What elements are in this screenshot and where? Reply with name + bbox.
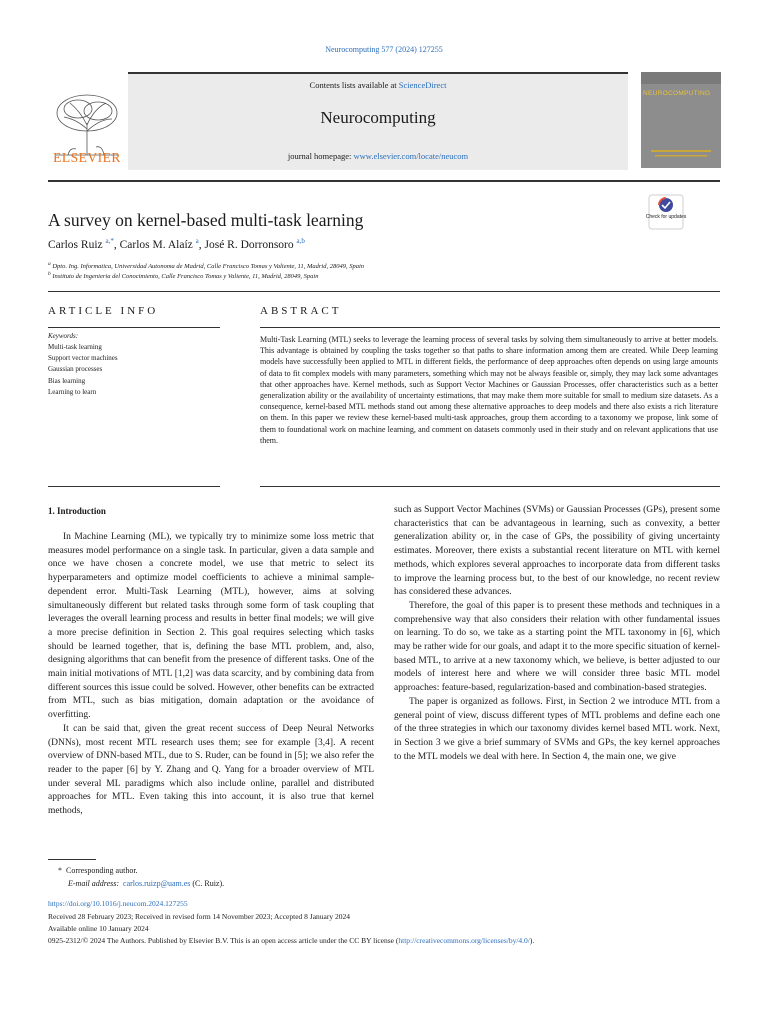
- author-name[interactable]: Carlos Ruiz: [48, 238, 103, 251]
- body-paragraph: such as Support Vector Machines (SVMs) or Gaussian Processes (GPs), present some characteristics that can be advantageous in learning, such as convexity, a better generalization ability or, in the case of GPs, the possibility of giving uncertainty estimates. Moreover, there exists a substantial recent literature on MTL with kernel methods, which explores several approaches to incorporate data from different tasks to improve the learning process but, to the best of our knowledge, no recent review has considered these advances.: [394, 505, 720, 598]
- license-suffix: ).: [529, 936, 535, 945]
- available-online-date: Available online 10 January 2024: [48, 924, 149, 933]
- body-column-right: [394, 504, 720, 764]
- abstract-text: Multi-Task Learning (MTL) seeks to leverage the learning process of several tasks by solving them simultaneously to arrive at better models. This advantage is obtained by coupling the tasks together so that paths to share information among them are created. While Deep learning models have successfully been applied to MTL in different fields, the performance of deep approaches often depends on using large amounts of data to fit complex models with many parameters, something which may not be always feasible or, simply, they may lack some advantages that other approaches have. Kernel methods, such as Support Vector Machines or Gaussian Processes, offer characteristics such as a better generalization ability or the availability of uncertainty estimations, that may make them more suitable for small to medium size datasets. As a consequence, kernel-based MTL methods stand out among these alternative approaches to deep models and there also exists a rich literature on them. In this paper we review these kernel-based multi-task approaches, group them according to a taxonomy we propose, link some of them to foundational work on machine learning, and comment on datasets commonly used in their study and on relevant applications that use them.: [260, 335, 718, 445]
- crossmark-icon[interactable]: [648, 194, 684, 230]
- article-info-divider: [48, 327, 220, 328]
- received-dates: Received 28 February 2023; Received in revised form 14 November 2023; Accepted 8 January 2024: [48, 912, 350, 921]
- keyword: Support vector machines: [48, 354, 118, 363]
- author-affiliation-mark[interactable]: a,*: [105, 237, 114, 245]
- author-affiliation-mark[interactable]: a: [195, 237, 199, 245]
- header-divider: [48, 180, 720, 182]
- crossmark-label: Check for updates: [645, 214, 687, 220]
- email-suffix: (C. Ruiz).: [192, 879, 225, 888]
- affiliation-text: Instituto de Ingenieria del Conocimiento, Calle Francisco Tomas y Valiente, 11, Madrid, 28049, Spain: [52, 273, 319, 281]
- keyword: Bias learning: [48, 376, 86, 385]
- license-link[interactable]: http://creativecommons.org/licenses/by/4.0/: [398, 936, 530, 945]
- journal-homepage-line: [128, 151, 628, 161]
- title-divider: [48, 291, 720, 292]
- corresponding-author-note: [58, 866, 138, 875]
- sciencedirect-link[interactable]: ScienceDirect: [398, 80, 447, 90]
- journal-citation[interactable]: [0, 45, 768, 54]
- cover-art: [641, 72, 721, 168]
- body-paragraph: It can be said that, given the great recent success of Deep Neural Networks (DNNs), most recent MTL research uses them; see for example [3,4]. A recent overview of DNN-based MTL, due to S. Ruder, can be found in [5]; we also refer the reader to the paper [6] by Y. Zhang and Q. Yang for a broader overview of MTL under several ML paradigms which also include online, parallel and distributed approaches for MTL. Even taking this into account, it is also true that kernel methods,: [48, 723, 374, 817]
- footnote-asterisk: *: [58, 866, 66, 875]
- article-info-heading: ARTICLE INFO: [48, 305, 159, 317]
- publisher-logo-text: ELSEVIER: [53, 150, 121, 165]
- body-column-left: [48, 531, 374, 819]
- email-label: E-mail address:: [68, 879, 120, 888]
- doi-line: [48, 899, 728, 908]
- author-name[interactable]: José R. Dorronsoro: [204, 238, 294, 251]
- article-info-bottom-divider: [48, 486, 220, 487]
- keywords-list: [48, 342, 118, 398]
- abstract-bottom-divider: [260, 486, 720, 487]
- email-line: [68, 879, 224, 888]
- keywords-label: Keywords:: [48, 332, 79, 340]
- affiliation: [48, 261, 364, 270]
- author-name[interactable]: Carlos M. Alaíz: [119, 238, 193, 251]
- email-link[interactable]: carlos.ruizp@uam.es: [123, 879, 191, 888]
- body-paragraph: In Machine Learning (ML), we typically try to minimize some loss metric that measures model performance on a single task. In particular, given a data sample and once we have chosen a concrete model, we use that metric to select its hyperparameters and optimize model coefficients to achieve a minimal sample-dependent error. Multi-Task Learning (MTL), however, aims at solving simultaneously different but related tasks through some form of task coupling that leverages the overall learning process and results in better final models; we will give a more precise definition in Section 2. This goal requires selecting which tasks should be learned together, that is, defining the base MTL problem, and, also, designing algorithms that can benefit from the presence of different tasks. One of the main initial motivations of MTL [1,2] was data scarcity, and by combining data from different sources this issue could be solved. However, other benefits can be extracted from MTL, such as bias mitigation, domain adaptation or the avoidance of overfitting.: [48, 532, 374, 721]
- body-paragraph: Therefore, the goal of this paper is to present these methods and techniques in a comprehensive way that also considers their relation with other fundamental issues on learning. To do so, we take as a starting point the MTL taxonomy in [6], which may be rather wide for our goals, and adapt it to the more specific situation of kernel-based MTL, to arrive at a new taxonomy which, we believe, is better adjusted to our models of interest here and where we will consider three basic MTL model approaches: feature-based, regularization-based and combination-based strategies.: [394, 600, 720, 694]
- license-prefix: 0925-2312/© 2024 The Authors. Published by Elsevier B.V. This is an open access article under the CC BY license (: [48, 936, 399, 945]
- footnote-divider: [48, 859, 96, 860]
- homepage-prefix: journal homepage:: [287, 151, 354, 161]
- abstract-heading: ABSTRACT: [260, 305, 342, 317]
- author-affiliation-mark[interactable]: a,b: [296, 237, 305, 245]
- journal-homepage-link[interactable]: www.elsevier.com/locate/neucom: [353, 151, 469, 161]
- journal-name: Neurocomputing: [320, 108, 436, 127]
- keyword: Gaussian processes: [48, 365, 103, 374]
- body-paragraph: The paper is organized as follows. First, in Section 2 we introduce MTL from a general point of view, discuss different types of MTL problems and define each one of the three strategies in which our taxonomy divides kernel based MTL work. Next, in Section 3 we give a brief summary of SVMs and GPs, the key kernel approaches to the MTL models we deal with here. In Section 4, the main one, we give: [394, 696, 720, 762]
- affiliation-mark: a: [48, 261, 51, 267]
- cover-journal-title: NEUROCOMPUTING: [643, 90, 711, 97]
- contents-availability-line: [128, 80, 628, 90]
- citation-link[interactable]: Neurocomputing 577 (2024) 127255: [325, 45, 443, 54]
- author-list: [48, 237, 305, 251]
- license-line: [48, 936, 728, 945]
- author-separator: ,: [198, 238, 205, 251]
- corresponding-text: Corresponding author.: [66, 866, 138, 875]
- paper-title: A survey on kernel-based multi-task learning: [48, 210, 364, 230]
- keyword: Multi-task learning: [48, 343, 102, 351]
- affiliation: [48, 271, 318, 280]
- affiliation-text: Dpto. Ing. Informatica, Universidad Autonoma de Madrid, Calle Francisco Tomas y Valiente, 11, Madrid, 28049, Spain: [52, 263, 365, 271]
- section-heading: 1. Introduction: [48, 506, 106, 516]
- doi-link[interactable]: https://doi.org/10.1016/j.neucom.2024.127255: [48, 899, 188, 908]
- keyword: Learning to learn: [48, 387, 97, 396]
- journal-cover-thumbnail[interactable]: [641, 72, 721, 168]
- abstract-divider: [260, 327, 720, 328]
- affiliation-mark: b: [48, 271, 51, 277]
- contents-prefix: Contents lists available at: [309, 80, 399, 90]
- author-separator: ,: [113, 238, 120, 251]
